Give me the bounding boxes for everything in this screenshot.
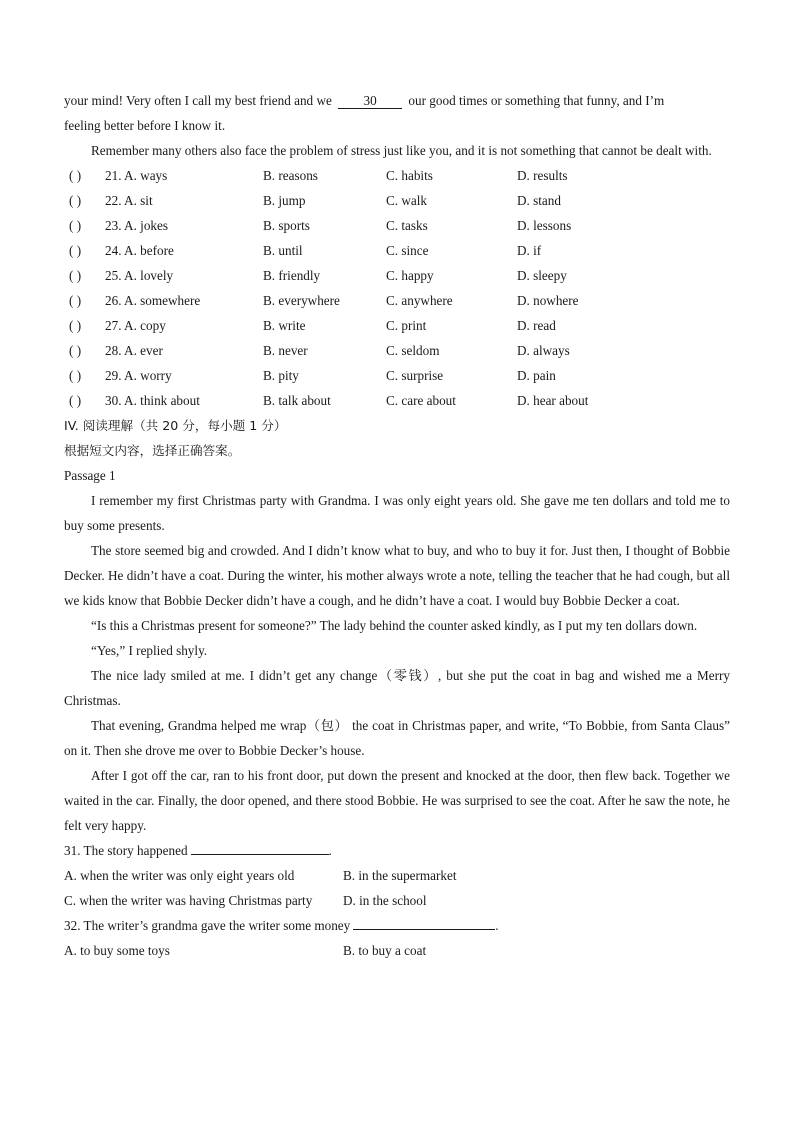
option-row <box>64 338 730 363</box>
passage-paragraph: After I got off the car, ran to his front door, put down the present and knocked at the door, then flew back. Together we waited in the car. Finally, the door opened, and there stood Bobbie. He was surprised to see the coat. After he saw the note, he felt very happy. <box>64 768 730 833</box>
option-b: B. friendly <box>263 268 321 283</box>
option-b: B. write <box>263 318 306 333</box>
answer-paren: ( ) <box>69 343 82 358</box>
option-a: 25. A. lovely <box>105 268 174 283</box>
choice-d: D. in the school <box>343 893 427 908</box>
option-b: B. never <box>263 343 308 358</box>
section-heading: IV. 阅读理解（共 20 分，每小题 1 分） <box>64 418 287 433</box>
answer-paren: ( ) <box>69 243 82 258</box>
question-end: . <box>495 918 499 933</box>
passage-paragraph: Remember many others also face the problem of stress just like you, and it is not something that cannot be dealt with. <box>91 143 712 158</box>
option-a: 30. A. think about <box>105 393 200 408</box>
option-b: B. pity <box>263 368 299 383</box>
option-d: D. read <box>517 318 556 333</box>
passage-paragraph: That evening, Grandma helped me wrap（包） the coat in Christmas paper, and write, “To Bobbie, from Santa Claus” on it. Then she drove me over to Bobbie Decker’s house. <box>64 718 730 758</box>
answer-paren: ( ) <box>69 393 82 408</box>
option-d: D. pain <box>517 368 556 383</box>
option-row <box>64 188 730 213</box>
question-stem: 32. The writer’s grandma gave the writer some money <box>64 918 351 933</box>
option-a: 28. A. ever <box>105 343 163 358</box>
option-a: 21. A. ways <box>105 168 168 183</box>
option-c: C. walk <box>386 193 428 208</box>
question-options <box>64 863 730 888</box>
option-a: 29. A. worry <box>105 368 172 383</box>
option-d: D. always <box>517 343 570 358</box>
option-a: 27. A. copy <box>105 318 166 333</box>
option-d: D. if <box>517 243 542 258</box>
passage-line: feeling better before I know it. <box>64 118 226 133</box>
passage-label: Passage 1 <box>64 468 116 483</box>
worksheet-page <box>64 88 730 963</box>
option-a: 26. A. somewhere <box>105 293 201 308</box>
option-d: D. lessons <box>517 218 572 233</box>
passage-paragraph: I remember my first Christmas party with Grandma. I was only eight years old. She gave me ten dollars and told me to buy some presents. <box>64 493 730 533</box>
option-c: C. tasks <box>386 218 428 233</box>
option-c: C. habits <box>386 168 433 183</box>
choice-a: A. to buy some toys <box>64 943 170 958</box>
passage-paragraph: “Is this a Christmas present for someone?” The lady behind the counter asked kindly, as I put my ten dollars down. <box>91 618 698 633</box>
option-b: B. sports <box>263 218 310 233</box>
option-a: 22. A. sit <box>105 193 153 208</box>
option-row <box>64 163 730 188</box>
passage-paragraph: “Yes,” I replied shyly. <box>91 643 208 658</box>
option-d: D. sleepy <box>517 268 567 283</box>
answer-paren: ( ) <box>69 168 82 183</box>
passage-text: your mind! Very often I call my best friend and we <box>64 93 332 108</box>
answer-paren: ( ) <box>69 368 82 383</box>
passage-line <box>64 88 730 113</box>
answer-paren: ( ) <box>69 318 82 333</box>
option-c: C. anywhere <box>386 293 453 308</box>
question-32 <box>64 913 730 938</box>
option-row <box>64 313 730 338</box>
option-c: C. since <box>386 243 429 258</box>
passage-text: our good times or something that funny, and I’m <box>408 93 665 108</box>
answer-paren: ( ) <box>69 293 82 308</box>
option-row <box>64 363 730 388</box>
option-d: D. stand <box>517 193 561 208</box>
option-b: B. until <box>263 243 303 258</box>
option-b: B. reasons <box>263 168 318 183</box>
option-row <box>64 238 730 263</box>
blank-30: 30 <box>338 93 402 109</box>
answer-blank <box>191 854 329 855</box>
option-a: 23. A. jokes <box>105 218 169 233</box>
choice-b: B. to buy a coat <box>343 943 427 958</box>
choice-b: B. in the supermarket <box>343 868 457 883</box>
option-c: C. care about <box>386 393 456 408</box>
option-c: C. print <box>386 318 427 333</box>
passage-paragraph: The store seemed big and crowded. And I didn’t know what to buy, and who to buy it for. Just then, I thought of Bobbie Decker. He didn’t have a coat. During the winter, his mother always wrote a note, telling the teacher that he had cough, but all we kids know that Bobbie Decker didn’t have a cough, and he didn’t have a coat. I would buy Bobbie Decker a coat. <box>64 543 730 608</box>
option-b: B. jump <box>263 193 306 208</box>
section-instruction: 根据短文内容，选择正确答案。 <box>64 443 241 458</box>
option-d: D. results <box>517 168 568 183</box>
cloze-options <box>64 163 730 413</box>
option-c: C. happy <box>386 268 434 283</box>
option-row <box>64 213 730 238</box>
answer-paren: ( ) <box>69 218 82 233</box>
option-row <box>64 388 730 413</box>
choice-c: C. when the writer was having Christmas party <box>64 893 313 908</box>
option-row <box>64 288 730 313</box>
option-c: C. surprise <box>386 368 444 383</box>
answer-paren: ( ) <box>69 268 82 283</box>
question-end: . <box>328 843 332 858</box>
passage-paragraph: The nice lady smiled at me. I didn’t get any change（零钱）, but she put the coat in bag and wished me a Merry Christmas. <box>64 668 730 708</box>
answer-blank <box>353 929 495 930</box>
option-c: C. seldom <box>386 343 440 358</box>
choice-a: A. when the writer was only eight years old <box>64 868 295 883</box>
option-b: B. talk about <box>263 393 331 408</box>
option-d: D. nowhere <box>517 293 579 308</box>
question-options <box>64 888 730 913</box>
option-row <box>64 263 730 288</box>
option-b: B. everywhere <box>263 293 340 308</box>
answer-paren: ( ) <box>69 193 82 208</box>
option-d: D. hear about <box>517 393 589 408</box>
option-a: 24. A. before <box>105 243 174 258</box>
question-stem: 31. The story happened <box>64 843 188 858</box>
question-31 <box>64 838 730 863</box>
question-options <box>64 938 730 963</box>
